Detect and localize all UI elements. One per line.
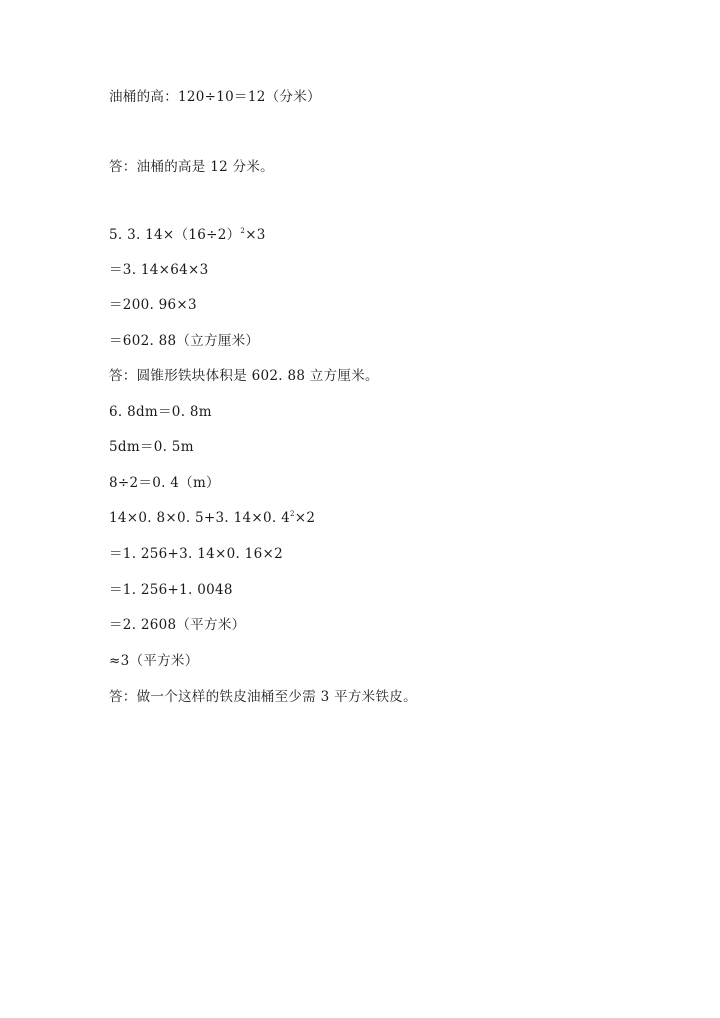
text-line-step: 14×0. 8×0. 5+3. 14×0. $4^2\times 2$: [109, 510, 316, 526]
text-line-step: ＝200. 96×3: [109, 297, 197, 313]
text-line-problem-5: 5. 3. $14\times(16\div 2)^2\times 3$: [109, 227, 266, 243]
text-line-step: ＝602. 88（立方厘米）: [109, 333, 260, 349]
text-line-oil-barrel-height: 油桶的高：120÷10＝12（分米）: [109, 89, 321, 105]
text-line-answer-height: 答：油桶的高是 12 分米。: [109, 159, 274, 175]
text-line-step: ＝2. 2608（平方米）: [109, 617, 246, 633]
text-line-answer-volume: 答：圆锥形铁块体积是 602. 88 立方厘米。: [109, 368, 379, 384]
text-line-answer-area: 答：做一个这样的铁皮油桶至少需 3 平方米铁皮。: [109, 689, 417, 705]
text-line-step: 8÷2＝0. 4（m）: [109, 475, 220, 491]
text-line-step: ≈3（平方米）: [109, 653, 199, 669]
text-line-step: ＝1. 256+1. 0048: [109, 582, 233, 598]
text-line-problem-6: 6. 8dm＝0. 8m: [109, 404, 212, 420]
text-line-step: ＝3. 14×64×3: [109, 262, 209, 278]
text-line-step: 5dm＝0. 5m: [109, 439, 194, 455]
text-line-step: ＝1. 256+3. 14×0. 16×2: [109, 546, 283, 562]
